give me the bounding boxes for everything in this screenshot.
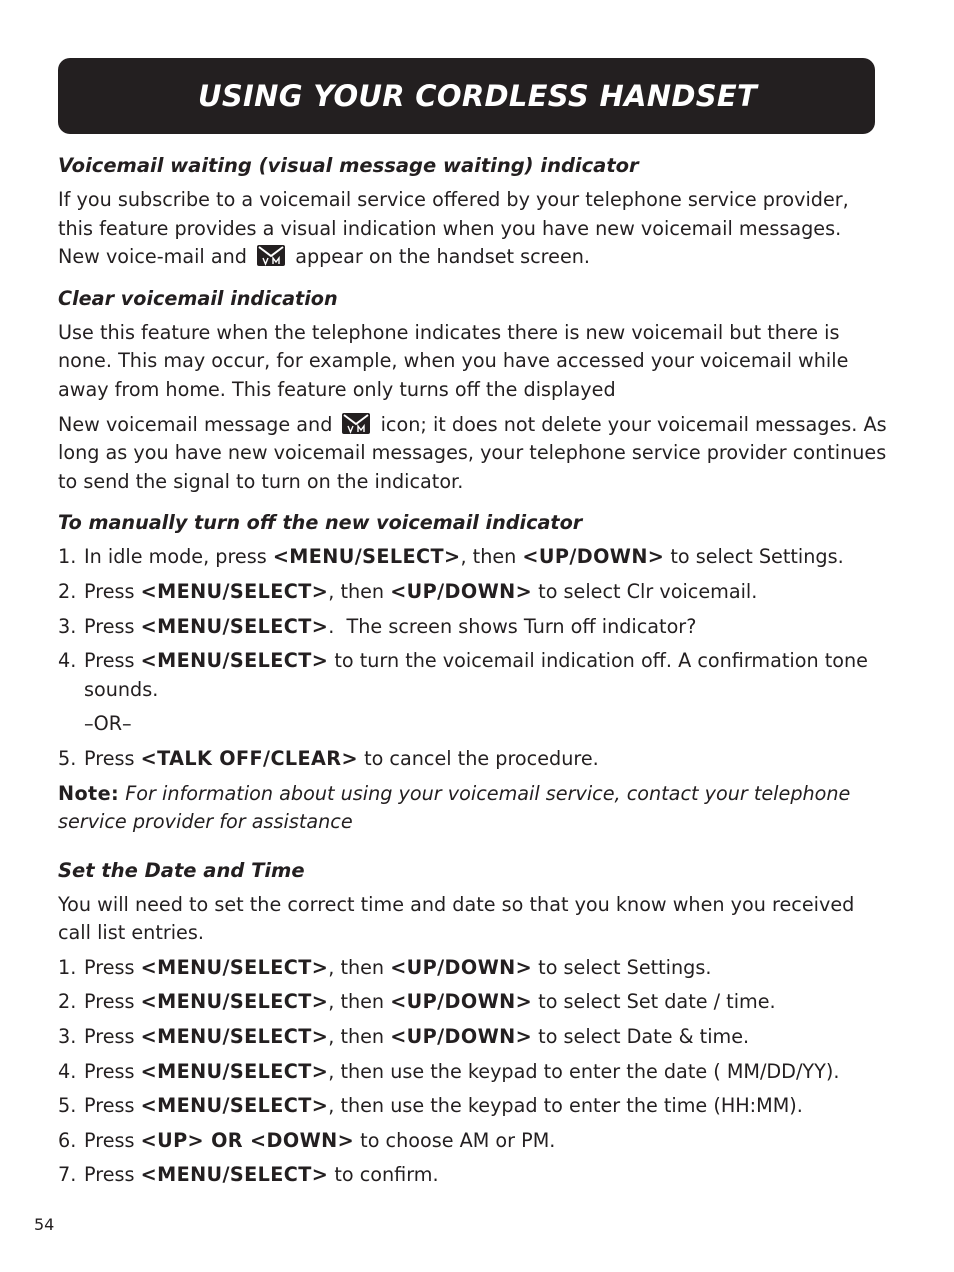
step-text: Press <UP> OR <DOWN> to choose AM or PM. bbox=[84, 1128, 556, 1152]
key-label: <UP/DOWN> bbox=[390, 990, 533, 1014]
voicemail-heading: Voicemail waiting (visual message waiting) indicator bbox=[58, 154, 639, 177]
key-label: <MENU/SELECT> bbox=[140, 1163, 329, 1187]
step-number: 1. bbox=[58, 545, 77, 569]
list-item bbox=[58, 988, 888, 1017]
step-number: 2. bbox=[58, 579, 77, 603]
key-label: <MENU/SELECT> bbox=[272, 545, 461, 569]
step-number: 3. bbox=[58, 1025, 77, 1049]
page-content bbox=[58, 152, 888, 1190]
step-text: Press <MENU/SELECT> to confirm. bbox=[84, 1163, 439, 1187]
note-text: For information about using your voicemail service, contact your telephone service provider for assistance bbox=[58, 781, 851, 834]
or-separator: –OR– bbox=[84, 712, 132, 736]
clear-voicemail-para-1: Use this feature when the telephone indicates there is new voicemail but there is none. This may occur, for example, when you have accessed your voicemail while away from home. This feature only turns off the displayed bbox=[58, 320, 849, 401]
step-text: Press <MENU/SELECT>, then <UP/DOWN> to select Settings. bbox=[84, 955, 712, 979]
key-label: <MENU/SELECT> bbox=[140, 1059, 329, 1083]
list-item bbox=[58, 1058, 888, 1087]
step-text: Press <MENU/SELECT>, then use the keypad to enter the date ( MM/DD/YY). bbox=[84, 1059, 840, 1083]
step-text: Press <MENU/SELECT>, then use the keypad to enter the time (HH:MM). bbox=[84, 1094, 803, 1118]
voicemail-intro-text: If you subscribe to a voicemail service offered by your telephone service provider, this feature provides a visual indication when you have new voicemail messages. New voice-mail and bbox=[58, 188, 849, 269]
list-item bbox=[58, 1127, 888, 1156]
clear-voicemail-para-2-text: New voicemail message and bbox=[58, 412, 333, 436]
list-item bbox=[58, 578, 888, 607]
page-number: 54 bbox=[34, 1215, 55, 1234]
key-label: <MENU/SELECT> bbox=[140, 955, 329, 979]
step-number: 7. bbox=[58, 1163, 77, 1187]
step-text: Press <MENU/SELECT>, then <UP/DOWN> to select Set date / time. bbox=[84, 990, 776, 1014]
list-item bbox=[58, 1092, 888, 1121]
step-text: Press <MENU/SELECT>, then <UP/DOWN> to select Clr voicemail. bbox=[84, 579, 758, 603]
key-label: <MENU/SELECT> bbox=[140, 990, 329, 1014]
step-number: 1. bbox=[58, 955, 77, 979]
key-label: <UP/DOWN> bbox=[522, 545, 665, 569]
note-label: Note: bbox=[58, 781, 120, 805]
key-label: <UP/DOWN> bbox=[390, 955, 533, 979]
step-number: 5. bbox=[58, 1094, 77, 1118]
clear-voicemail-para-2 bbox=[58, 411, 888, 497]
datetime-heading: Set the Date and Time bbox=[58, 858, 305, 882]
section-banner bbox=[58, 58, 875, 134]
manual-off-heading: To manually turn off the new voicemail indicator bbox=[58, 511, 583, 535]
key-label: <MENU/SELECT> bbox=[140, 579, 329, 603]
list-item bbox=[58, 1161, 888, 1190]
step-text: Press <MENU/SELECT> to turn the voicemail indication off. A confirmation tone sounds. bbox=[84, 649, 868, 701]
page-title: USING YOUR CORDLESS HANDSET bbox=[198, 79, 758, 113]
key-label: <MENU/SELECT> bbox=[140, 1094, 329, 1118]
step-number: 4. bbox=[58, 1059, 77, 1083]
step-number: 3. bbox=[58, 614, 77, 638]
list-item bbox=[58, 613, 888, 642]
key-label: <UP> OR <DOWN> bbox=[140, 1128, 355, 1152]
step-number: 4. bbox=[58, 649, 77, 673]
list-item bbox=[58, 543, 888, 572]
key-label: <UP/DOWN> bbox=[390, 1025, 533, 1049]
voicemail-intro-tail: appear on the handset screen. bbox=[295, 245, 591, 269]
key-label: <MENU/SELECT> bbox=[140, 614, 329, 638]
step-text: Press <MENU/SELECT>. The screen shows Turn off indicator? bbox=[84, 614, 697, 638]
step-text: Press <TALK OFF/CLEAR> to cancel the procedure. bbox=[84, 746, 599, 770]
clear-voicemail-heading: Clear voicemail indication bbox=[58, 286, 338, 310]
key-label: <MENU/SELECT> bbox=[140, 649, 329, 673]
list-item bbox=[58, 954, 888, 983]
voicemail-intro bbox=[58, 186, 888, 272]
voicemail-envelope-icon bbox=[342, 413, 370, 434]
step-text: In idle mode, press <MENU/SELECT>, then <UP/DOWN> to select Settings. bbox=[84, 545, 844, 569]
step-number: 5. bbox=[58, 746, 77, 770]
list-item bbox=[58, 1023, 888, 1052]
datetime-intro: You will need to set the correct time and date so that you know when you received call list entries. bbox=[58, 892, 855, 945]
step-number: 2. bbox=[58, 990, 77, 1014]
step-text: Press <MENU/SELECT>, then <UP/DOWN> to select Date & time. bbox=[84, 1025, 750, 1049]
list-item bbox=[58, 745, 888, 774]
key-label: <TALK OFF/CLEAR> bbox=[140, 746, 358, 770]
clear-voicemail-para-2-tail: icon; it does not delete your voicemail messages. As long as you have new voicemail messages, your telephone service provider continues to send the signal to turn on the indicator. bbox=[58, 412, 887, 493]
note bbox=[58, 780, 888, 837]
list-item bbox=[58, 647, 888, 704]
key-label: <UP/DOWN> bbox=[390, 579, 533, 603]
step-number: 6. bbox=[58, 1128, 77, 1152]
key-label: <MENU/SELECT> bbox=[140, 1025, 329, 1049]
voicemail-envelope-icon bbox=[257, 245, 285, 266]
